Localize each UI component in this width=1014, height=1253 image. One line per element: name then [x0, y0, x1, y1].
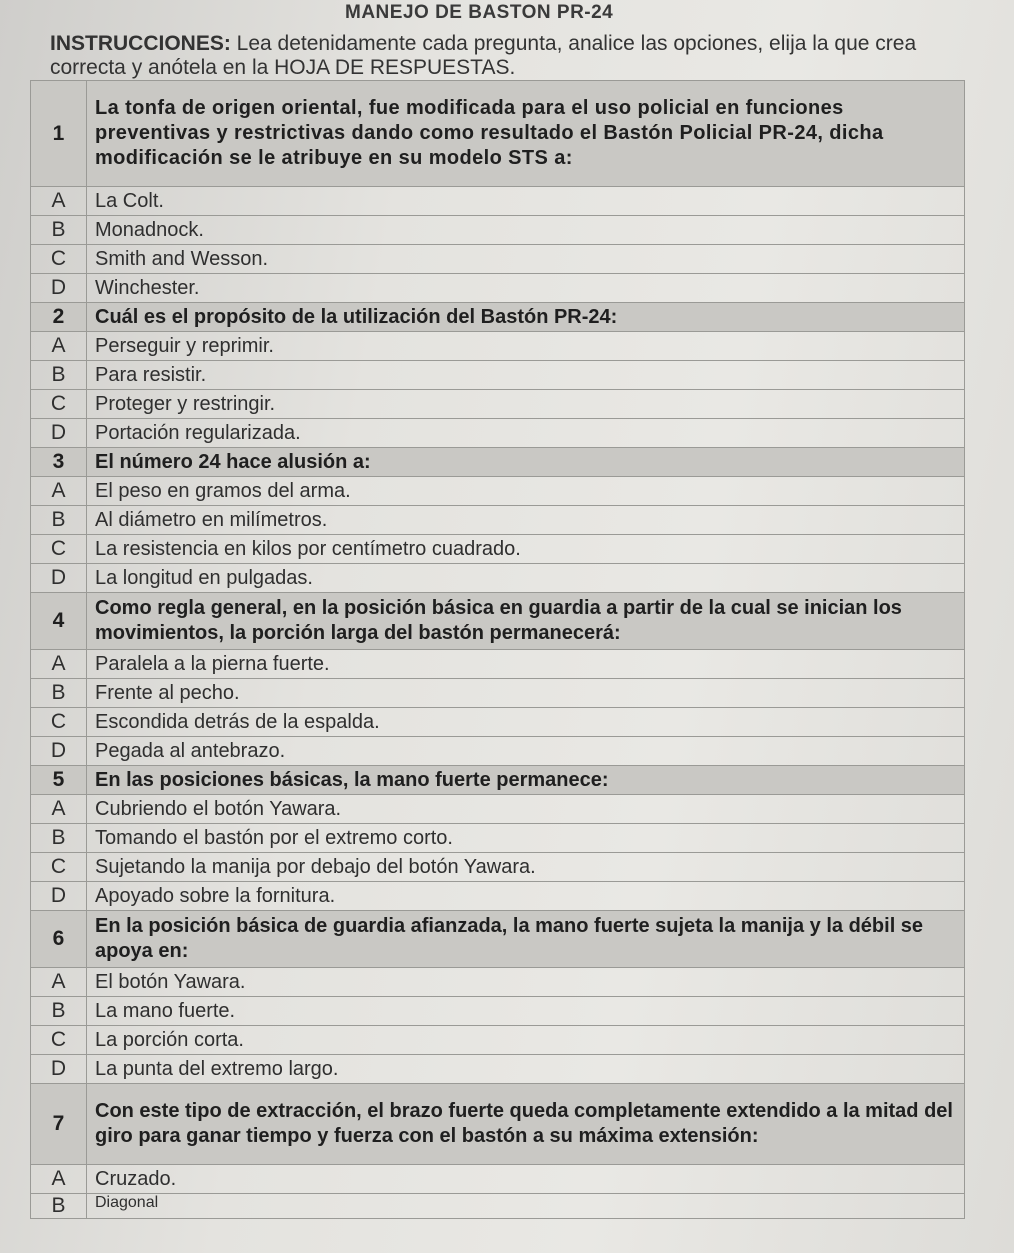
option-letter: A — [31, 968, 87, 997]
option-letter: C — [31, 535, 87, 564]
question-text: Cuál es el propósito de la utilización del Bastón PR-24: — [87, 303, 965, 332]
option-text: Apoyado sobre la fornitura. — [87, 882, 965, 911]
option-letter: A — [31, 332, 87, 361]
question-table — [30, 80, 965, 1219]
option-row — [31, 216, 965, 245]
question-row-5 — [31, 766, 965, 795]
option-row — [31, 650, 965, 679]
option-row — [31, 187, 965, 216]
instructions-text: Lea detenidamente cada pregunta, analice las opciones, elija la que crea correcta y anótela en la HOJA DE RESPUESTAS. — [50, 32, 917, 79]
option-text: Pegada al antebrazo. — [87, 737, 965, 766]
option-letter: D — [31, 882, 87, 911]
question-number: 7 — [31, 1084, 87, 1165]
option-letter: C — [31, 708, 87, 737]
option-letter: B — [31, 361, 87, 390]
option-letter: B — [31, 506, 87, 535]
option-row — [31, 477, 965, 506]
question-text: En la posición básica de guardia afianzada, la mano fuerte sujeta la manija y la débil se apoya en: — [87, 911, 965, 968]
option-letter: A — [31, 187, 87, 216]
option-text: La resistencia en kilos por centímetro cuadrado. — [87, 535, 965, 564]
option-row — [31, 1165, 965, 1194]
question-number: 6 — [31, 911, 87, 968]
option-text: Portación regularizada. — [87, 419, 965, 448]
option-letter: A — [31, 477, 87, 506]
option-row — [31, 564, 965, 593]
option-letter: A — [31, 795, 87, 824]
option-letter: C — [31, 1026, 87, 1055]
option-letter: C — [31, 390, 87, 419]
question-number: 3 — [31, 448, 87, 477]
option-text: Frente al pecho. — [87, 679, 965, 708]
option-row — [31, 737, 965, 766]
option-letter: D — [31, 274, 87, 303]
option-text: Smith and Wesson. — [87, 245, 965, 274]
option-row — [31, 968, 965, 997]
option-text: Al diámetro en milímetros. — [87, 506, 965, 535]
option-row — [31, 1026, 965, 1055]
option-row — [31, 419, 965, 448]
option-row — [31, 535, 965, 564]
option-letter: B — [31, 1194, 87, 1219]
option-text: Escondida detrás de la espalda. — [87, 708, 965, 737]
option-letter: C — [31, 853, 87, 882]
question-row-2 — [31, 303, 965, 332]
option-text: La Colt. — [87, 187, 965, 216]
question-row-4 — [31, 593, 965, 650]
question-text: En las posiciones básicas, la mano fuerte permanece: — [87, 766, 965, 795]
option-text: Winchester. — [87, 274, 965, 303]
option-text: Sujetando la manija por debajo del botón Yawara. — [87, 853, 965, 882]
option-letter: B — [31, 997, 87, 1026]
option-row — [31, 245, 965, 274]
option-text: La longitud en pulgadas. — [87, 564, 965, 593]
option-letter: A — [31, 650, 87, 679]
question-text: Con este tipo de extracción, el brazo fuerte queda completamente extendido a la mitad del giro para ganar tiempo y fuerza con el bastón a su máxima extensión: — [87, 1084, 965, 1165]
option-row — [31, 1194, 965, 1219]
option-text: Para resistir. — [87, 361, 965, 390]
option-row — [31, 390, 965, 419]
option-row — [31, 274, 965, 303]
question-row-7 — [31, 1084, 965, 1165]
option-text: Proteger y restringir. — [87, 390, 965, 419]
option-row — [31, 795, 965, 824]
option-text: El peso en gramos del arma. — [87, 477, 965, 506]
option-row — [31, 882, 965, 911]
option-letter: A — [31, 1165, 87, 1194]
question-text: El número 24 hace alusión a: — [87, 448, 965, 477]
option-letter: D — [31, 564, 87, 593]
option-text: Cruzado. — [87, 1165, 965, 1194]
option-letter: D — [31, 737, 87, 766]
option-text: Monadnock. — [87, 216, 965, 245]
option-row — [31, 332, 965, 361]
question-row-1 — [31, 81, 965, 187]
question-text: La tonfa de origen oriental, fue modificada para el uso policial en funciones preventivas y restrictivas dando como resultado el Bastón Policial PR-24, dicha modificación se le atribuye en su modelo STS a: — [87, 81, 965, 187]
page-title: MANEJO DE BASTON PR-24 — [345, 2, 614, 23]
option-text: Tomando el bastón por el extremo corto. — [87, 824, 965, 853]
question-number: 1 — [31, 81, 87, 187]
option-letter: C — [31, 245, 87, 274]
option-text: Perseguir y reprimir. — [87, 332, 965, 361]
question-row-3 — [31, 448, 965, 477]
option-row — [31, 679, 965, 708]
option-text: Paralela a la pierna fuerte. — [87, 650, 965, 679]
question-text: Como regla general, en la posición básica en guardia a partir de la cual se inician los movimientos, la porción larga del bastón permanecerá: — [87, 593, 965, 650]
instructions-label: INSTRUCCIONES: — [50, 32, 231, 55]
option-text: La punta del extremo largo. — [87, 1055, 965, 1084]
option-letter: B — [31, 679, 87, 708]
option-row — [31, 824, 965, 853]
option-row — [31, 1055, 965, 1084]
option-row — [31, 997, 965, 1026]
question-number: 2 — [31, 303, 87, 332]
option-row — [31, 853, 965, 882]
option-letter: B — [31, 824, 87, 853]
instructions — [50, 32, 980, 80]
question-number: 5 — [31, 766, 87, 795]
option-row — [31, 361, 965, 390]
option-text: La mano fuerte. — [87, 997, 965, 1026]
option-row — [31, 506, 965, 535]
option-letter: B — [31, 216, 87, 245]
question-number: 4 — [31, 593, 87, 650]
option-letter: D — [31, 419, 87, 448]
option-letter: D — [31, 1055, 87, 1084]
question-row-6 — [31, 911, 965, 968]
option-text: Cubriendo el botón Yawara. — [87, 795, 965, 824]
option-text: El botón Yawara. — [87, 968, 965, 997]
option-text: Diagonal — [87, 1194, 965, 1219]
option-text: La porción corta. — [87, 1026, 965, 1055]
option-row — [31, 708, 965, 737]
